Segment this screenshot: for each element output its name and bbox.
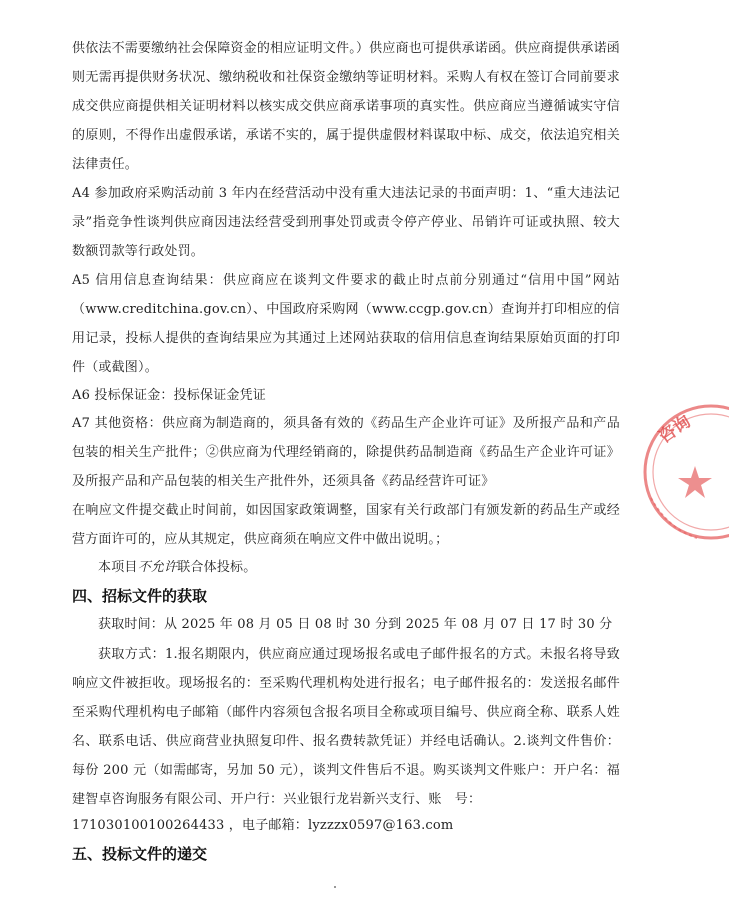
section4-method: 获取方式：1.报名期限内，供应商应通过现场报名或电子邮件报名的方式。未报名将导致响应文件被拒收。现场报名的：至采购代理机构处进行报名；电子邮件报名的：发送报名邮件至采购代理机构电子邮箱（邮件内容须包含报名项目全称或项目编号、供应商全称、联系人姓名、联系电话、供应商营业执照复印件、报名费转款凭证）并经电话确认。2.谈判文件售价：每份 200 元（如需邮寄，另加 50 元），谈判文件售后不退。购买谈判文件账户：开户名：福建智卓咨询服务有限公司、开户行：兴业银行龙岩新兴支行、账 号： bbox=[72, 647, 620, 807]
section4-account-line: 171030100100264433 ，电子邮箱：lyzzzx0597@163.com bbox=[72, 818, 454, 833]
paragraph-policy-note: 在响应文件提交截止时间前，如因国家政策调整，国家有关行政部门有颁发新的药品生产或经营方面许可的，应从其规定，供应商须在响应文件中做出说明。； bbox=[72, 503, 620, 547]
seal-outer-ring bbox=[645, 406, 729, 538]
section4-title: 四、招标文件的获取 bbox=[72, 587, 208, 605]
section4-time: 获取时间：从 2025 年 08 月 05 日 08 时 30 分到 2025 年 08 月 07 日 17 时 30 分 bbox=[98, 617, 613, 632]
seal-star-icon bbox=[678, 466, 712, 498]
red-seal-stamp bbox=[637, 388, 729, 556]
consortium-prefix: 本项目 bbox=[98, 560, 138, 575]
paragraph-a5: A5 信用信息查询结果：供应商应在谈判文件要求的截止时点前分别通过“信用中国”网站（www.creditchina.gov.cn）、中国政府采购网（www.ccgp.gov.cn）查询并打印相应的信用记录，投标人提供的查询结果应为其通过上述网站获取的信用信息查询结果原始页面的打印件（或截图）。 bbox=[72, 273, 620, 375]
paragraph-a6: A6 投标保证金：投标保证金凭证 bbox=[72, 388, 266, 403]
paragraph-consortium bbox=[72, 553, 620, 582]
consortium-emphasis: 不允许 bbox=[137, 560, 178, 575]
paragraph-a7: A7 其他资格：供应商为制造商的，须具备有效的《药品生产企业许可证》及所报产品和产品包装的相关生产批件；②供应商为代理经销商的，除提供药品制造商《药品生产企业许可证》及所报产品和产品包装的相关生产批件外，还须具备《药品经营许可证》 bbox=[72, 416, 620, 489]
seal-inner-ring bbox=[653, 414, 729, 530]
seal-text: 咨询 bbox=[655, 411, 695, 448]
paragraph-intro-continuation: 供依法不需要缴纳社会保障资金的相应证明文件。）供应商也可提供承诺函。供应商提供承诺函则无需再提供财务状况、缴纳税收和社保资金缴纳等证明材料。采购人有权在签订合同前要求成交供应商提供相关证明材料以核实成交供应商承诺事项的真实性。供应商应当遵循诚实守信的原则，不得作出虚假承诺，承诺不实的，属于提供虚假材料谋取中标、成交，依法追究相关法律责任。 bbox=[72, 41, 620, 172]
consortium-suffix: 联合体投标。 bbox=[177, 560, 257, 575]
scan-dot bbox=[334, 886, 336, 888]
paragraph-a4: A4 参加政府采购活动前 3 年内在经营活动中没有重大违法记录的书面声明：1、“重大违法记录”指竞争性谈判供应商因违法经营受到刑事处罚或责令停产停业、吊销许可证或执照、较大数额罚款等行政处罚。 bbox=[72, 186, 620, 259]
section5-title: 五、投标文件的递交 bbox=[72, 845, 208, 863]
seal-bottom-text-arc bbox=[651, 498, 697, 538]
